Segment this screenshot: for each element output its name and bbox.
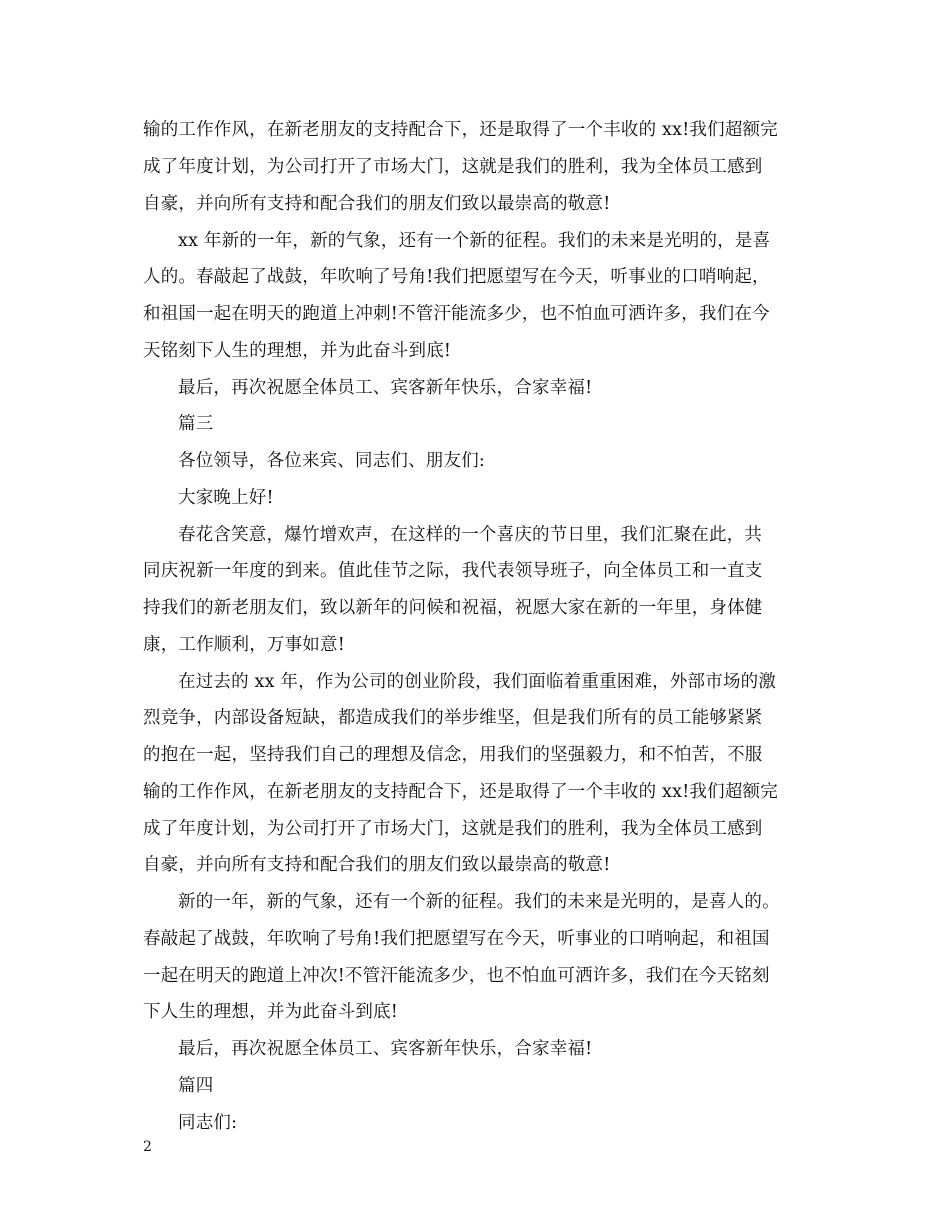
page-number: 2 (143, 1139, 152, 1155)
text-line: 和祖国一起在明天的跑道上冲刺!不管汗能流多少，也不怕血可洒许多，我们在今 (143, 304, 770, 324)
text-line: 输的工作作风，在新老朋友的支持配合下，还是取得了一个丰收的 xx!我们超额完 (143, 782, 778, 802)
text-line: 持我们的新老朋友们，致以新年的问候和祝福，祝愿大家在新的一年里，身体健 (143, 598, 763, 618)
paragraph-start: 新的一年，新的气象，还有一个新的征程。我们的未来是光明的，是喜人的。 (178, 892, 780, 912)
text-line: 下人生的理想，并为此奋斗到底! (143, 1002, 399, 1022)
paragraph-start: 春花含笑意，爆竹增欢声，在这样的一个喜庆的节日里，我们汇聚在此，共 (178, 525, 763, 545)
salutation: 各位领导，各位来宾、同志们、朋友们: (178, 451, 485, 471)
text-line: 成了年度计划，为公司打开了市场大门，这就是我们的胜利，我为全体员工感到 (143, 157, 763, 177)
text-line: 人的。春敲起了战鼓，年吹响了号角!我们把愿望写在今天，听事业的口哨响起， (143, 267, 770, 287)
text-line: 烈竞争，内部设备短缺，都造成我们的举步维坚，但是我们所有的员工能够紧紧 (143, 708, 763, 728)
text-line: 输的工作作风，在新老朋友的支持配合下，还是取得了一个丰收的 xx!我们超额完 (143, 120, 778, 140)
paragraph-start: 在过去的 xx 年，作为公司的创业阶段，我们面临着重重困难，外部市场的激 (178, 672, 777, 692)
text-line: 一起在明天的跑道上冲次!不管汗能流多少，也不怕血可洒许多，我们在今天铭刻 (143, 966, 770, 986)
greeting: 大家晚上好! (178, 488, 274, 508)
paragraph-start: 最后，再次祝愿全体员工、宾客新年快乐，合家幸福! (178, 1039, 593, 1059)
section-heading: 篇三 (178, 414, 214, 434)
paragraph-start: 最后，再次祝愿全体员工、宾客新年快乐，合家幸福! (178, 378, 593, 398)
text-line: 天铭刻下人生的理想，并为此奋斗到底! (143, 341, 452, 361)
text-line: 同庆祝新一年度的到来。值此佳节之际，我代表领导班子，向全体员工和一直支 (143, 561, 763, 581)
salutation: 同志们: (178, 1113, 238, 1133)
section-heading: 篇四 (178, 1076, 214, 1096)
text-line: 康，工作顺利，万事如意! (143, 635, 345, 655)
text-line: 的抱在一起，坚持我们自己的理想及信念，用我们的坚强毅力，和不怕苦，不服 (143, 745, 763, 765)
text-line: 成了年度计划，为公司打开了市场大门，这就是我们的胜利，我为全体员工感到 (143, 819, 763, 839)
paragraph-start: xx 年新的一年，新的气象，还有一个新的征程。我们的未来是光明的，是喜 (178, 231, 771, 251)
text-line: 自豪，并向所有支持和配合我们的朋友们致以最崇高的敬意! (143, 855, 611, 875)
text-line: 春敲起了战鼓，年吹响了号角!我们把愿望写在今天，听事业的口哨响起，和祖国 (143, 929, 770, 949)
text-line: 自豪，并向所有支持和配合我们的朋友们致以最崇高的敬意! (143, 194, 611, 214)
